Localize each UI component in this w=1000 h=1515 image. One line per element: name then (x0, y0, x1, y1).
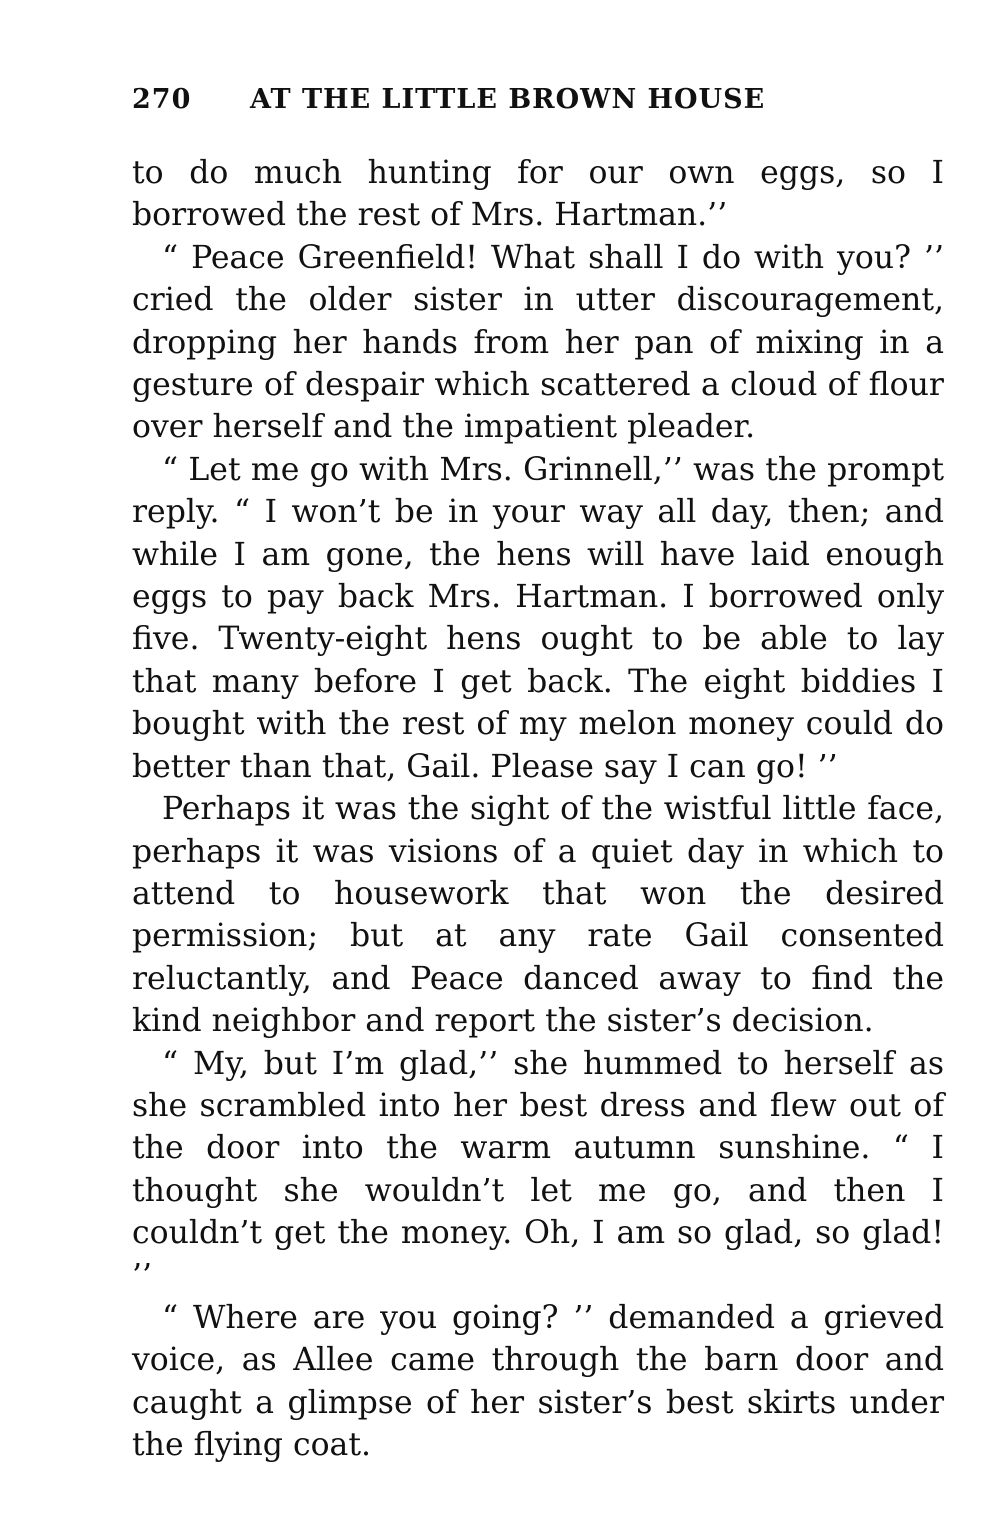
running-head (132, 84, 944, 124)
paragraph: Perhaps it was the sight of the wistful little face, perhaps it was visions of a quiet day in which to attend to housework that won the desired permission; but at any rate Gail consented reluctantly, and Peace danced away to find the kind neighbor and report the sister’s decision. (132, 791, 944, 1040)
paragraph: “ My, but I’m glad,’’ she hummed to herself as she scrambled into her best dress and flew out of the door into the warm autumn sunshine. “ I thought she wouldn’t let me go, and then I couldn’t get the money. Oh, I am so glad, so glad! ’’ (132, 1045, 944, 1294)
paragraph: “ Where are you going? ’’ demanded a grieved voice, as Allee came through the barn door and caught a glimpse of her sister’s best skirts under the flying coat. (132, 1299, 944, 1464)
paragraph: “ Let me go with Mrs. Grinnell,’’ was the prompt reply. “ I won’t be in your way all day, then; and while I am gone, the hens will have laid enough eggs to pay back Mrs. Hartman. I borrowed only five. Twenty-eight hens ought to be able to lay that many before I get back. The eight biddies I bought with the rest of my melon money could do better than that, Gail. Please say I can go! ’’ (132, 451, 944, 785)
paragraph: “ Peace Greenfield! What shall I do with you? ’’ cried the older sister in utter discouragement, dropping her hands from her pan of mixing in a gesture of despair which scattered a cloud of flour over herself and the impatient pleader. (132, 239, 944, 446)
paragraph: to do much hunting for our own eggs, so I borrowed the rest of Mrs. Hartman.’’ (132, 155, 944, 234)
body-text (132, 152, 944, 1467)
running-title: AT THE LITTLE BROWN HOUSE (250, 84, 766, 115)
page-number: 270 (132, 84, 192, 115)
